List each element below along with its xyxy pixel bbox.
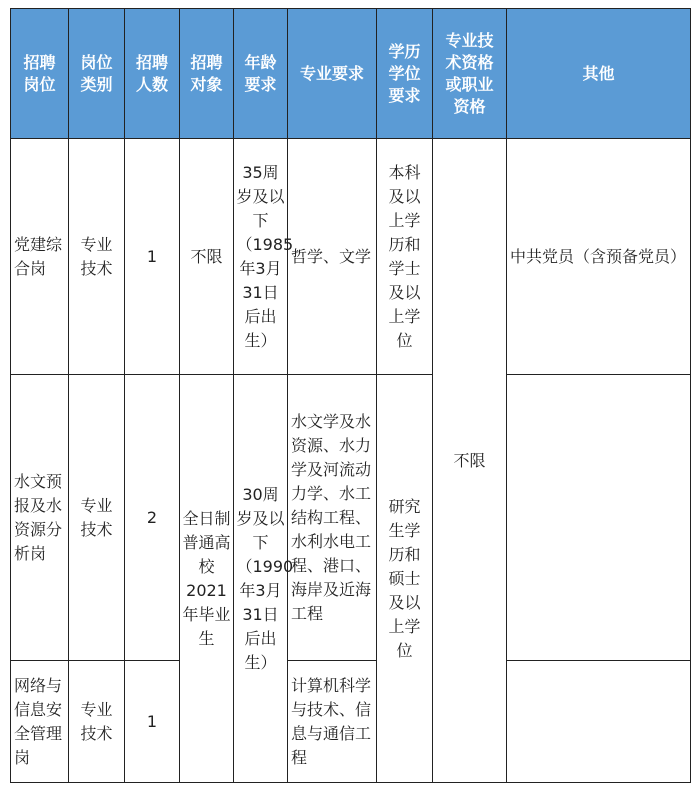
target-cell: 不限 — [180, 139, 234, 375]
count-cell: 1 — [125, 661, 180, 783]
position-cell: 党建综合岗 — [11, 139, 69, 375]
category-cell: 专业技术 — [69, 661, 125, 783]
table-row — [11, 139, 691, 375]
position-cell: 水文预报及水资源分析岗 — [11, 375, 69, 661]
education-cell: 研究生学历和硕士及以上学位 — [377, 375, 433, 783]
education-cell: 本科及以上学历和学士及以上学位 — [377, 139, 433, 375]
header-category: 岗位类别 — [69, 9, 125, 139]
other-cell — [507, 661, 691, 783]
table-row — [11, 661, 691, 783]
position-cell: 网络与信息安全管理岗 — [11, 661, 69, 783]
qualification-cell: 不限 — [433, 139, 507, 783]
count-cell: 1 — [125, 139, 180, 375]
major-cell: 计算机科学与技术、信息与通信工程 — [288, 661, 377, 783]
recruitment-table — [10, 8, 691, 783]
header-target: 招聘对象 — [180, 9, 234, 139]
header-qualification: 专业技术资格或职业资格 — [433, 9, 507, 139]
header-major: 专业要求 — [288, 9, 377, 139]
header-position: 招聘岗位 — [11, 9, 69, 139]
header-age: 年龄要求 — [234, 9, 288, 139]
other-cell: 中共党员（含预备党员） — [507, 139, 691, 375]
category-cell: 专业技术 — [69, 139, 125, 375]
header-row — [11, 9, 691, 139]
header-count: 招聘人数 — [125, 9, 180, 139]
age-cell: 35周岁及以下（1985年3月31日后出生） — [234, 139, 288, 375]
category-cell: 专业技术 — [69, 375, 125, 661]
other-cell — [507, 375, 691, 661]
count-cell: 2 — [125, 375, 180, 661]
header-other: 其他 — [507, 9, 691, 139]
target-cell: 全日制普通高校2021年毕业生 — [180, 375, 234, 783]
age-cell: 30周岁及以下（1990年3月31日后出生） — [234, 375, 288, 783]
major-cell: 哲学、文学 — [288, 139, 377, 375]
table-row — [11, 375, 691, 661]
header-education: 学历学位要求 — [377, 9, 433, 139]
major-cell: 水文学及水资源、水力学及河流动力学、水工结构工程、水利水电工程、港口、海岸及近海工程 — [288, 375, 377, 661]
